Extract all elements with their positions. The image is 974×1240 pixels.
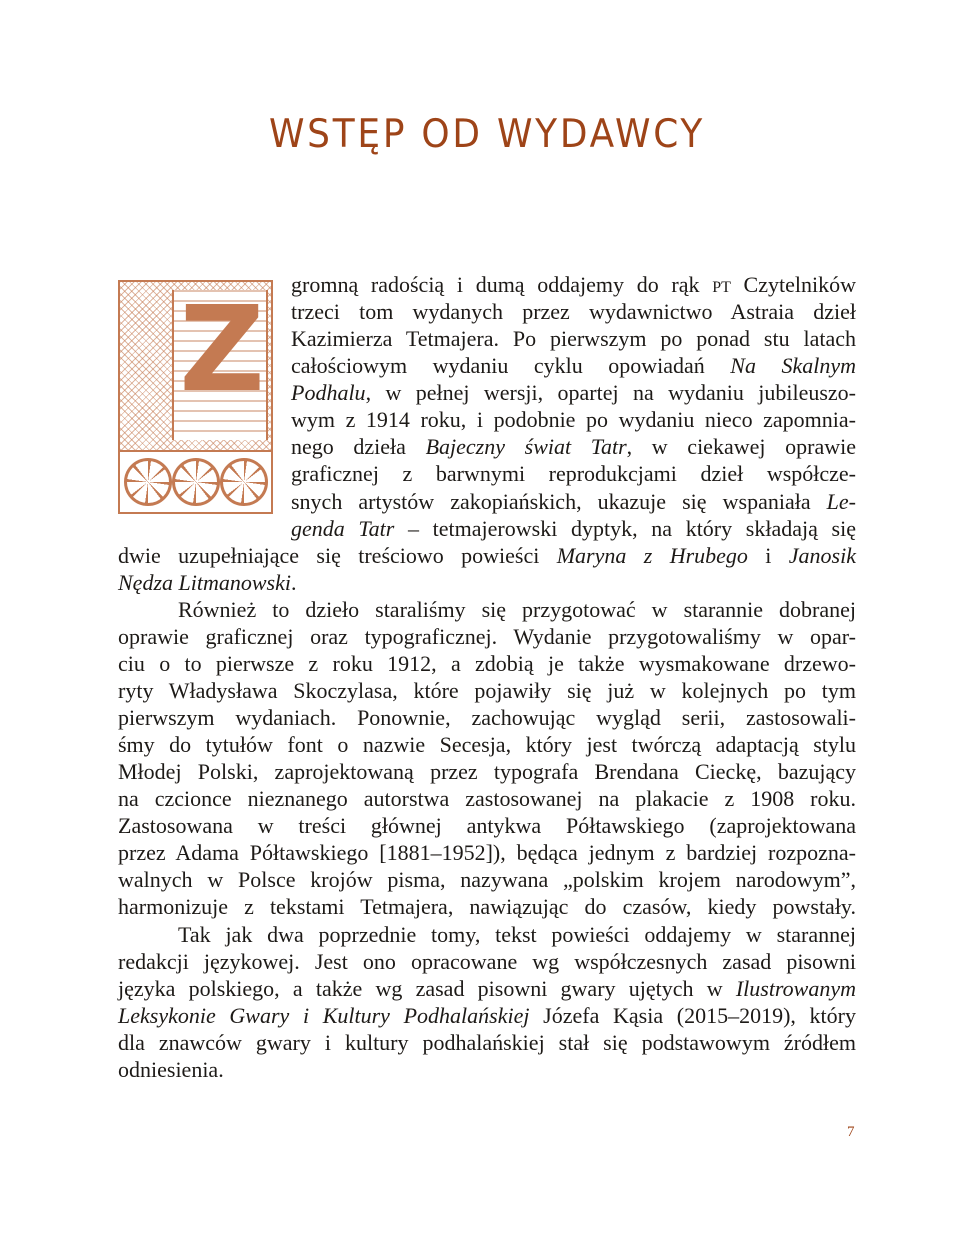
text-line xyxy=(118,785,856,812)
text-line xyxy=(291,488,856,515)
text-line xyxy=(291,325,856,352)
text-run: Młodej Polski, zaprojektowaną przez typografa Brendana Cieckę, bazujący xyxy=(118,759,856,785)
text-run: PT xyxy=(712,279,731,296)
italic-title-text: Le- xyxy=(826,488,856,514)
text-run: na czcionce nieznanego autorstwa zastosowanej na plakacie z 1908 roku. xyxy=(118,786,856,812)
text-run: odniesienia. xyxy=(118,1056,224,1082)
text-line xyxy=(118,921,856,948)
text-line xyxy=(291,406,856,433)
text-line xyxy=(118,948,856,975)
text-line xyxy=(118,866,856,893)
text-run: Również to dzieło staraliśmy się przygotować w starannie dobranej xyxy=(178,596,856,622)
page-title: WSTĘP OD WYDAWCY xyxy=(268,112,706,157)
text-line xyxy=(118,542,856,569)
text-run: przez Adama Półtawskiego [1881–1952]), będąca jednym z bardziej rozpozna- xyxy=(118,840,856,866)
text-run: języka polskiego, a także wg zasad pisowni gwary ujętych w xyxy=(118,975,736,1001)
text-run: śmy do tytułów font o nazwie Secesja, który jest twórczą adaptacją stylu xyxy=(118,732,856,758)
text-line xyxy=(118,812,856,839)
text-line xyxy=(118,893,856,920)
text-run: graficznej z barwnymi reprodukcjami dzieł współcze- xyxy=(291,461,856,487)
text-run: , w ciekawej oprawie xyxy=(626,434,856,460)
text-line xyxy=(118,975,856,1002)
text-run: nego dzieła xyxy=(291,434,426,460)
italic-title-text: genda Tatr xyxy=(291,515,395,541)
text-line xyxy=(291,460,856,487)
text-line xyxy=(118,650,856,677)
italic-title-text: Maryna z Hrubego xyxy=(556,542,748,568)
text-line xyxy=(291,379,856,406)
text-run: oprawie graficznej oraz typograficznej. Wydanie przygotowaliśmy w opar- xyxy=(118,623,856,649)
text-run: i xyxy=(747,542,789,568)
text-run: Kazimierza Tetmajera. Po pierwszym po ponad stu latach xyxy=(291,326,856,352)
text-run: całościowym wydaniu cyklu opowiadań xyxy=(291,353,731,379)
text-line xyxy=(118,1029,856,1056)
page-number: 7 xyxy=(847,1124,855,1140)
text-line xyxy=(118,1056,856,1083)
text-run: pierwszym wydaniach. Ponownie, zachowując wygląd serii, zastosowali- xyxy=(118,705,856,730)
italic-title-text: Leksykonie Gwary i Kultury Podhalańskiej xyxy=(118,1002,530,1028)
text-run: dwie uzupełniające się treściowo powieści xyxy=(118,542,557,568)
text-line xyxy=(291,515,856,542)
text-run: dla znawców gwary i kultury podhalańskiej stał się podstawowym źródłem xyxy=(118,1029,856,1055)
text-run: trzeci tom wydanych przez wydawnictwo Astraia dzieł xyxy=(291,299,856,325)
text-run: Zastosowana w treści głównej antykwa Półtawskiego (zaprojektowana xyxy=(118,813,856,839)
text-line xyxy=(118,1002,856,1029)
text-run: Czytelników xyxy=(730,272,856,297)
text-run: redakcji językowej. Jest ono opracowane wg współczesnych zasad pisowni xyxy=(118,948,856,974)
text-run: wym z 1914 roku, i podobnie po wydaniu nieco zapomnia- xyxy=(291,407,856,433)
text-line xyxy=(118,704,856,731)
text-line xyxy=(118,839,856,866)
text-line xyxy=(291,271,856,298)
text-line xyxy=(118,569,856,596)
text-run: snych artystów zakopiańskich, ukazuje się wspaniała xyxy=(291,488,827,514)
text-run: , w pełnej wersji, opartej na wydaniu jubileuszo- xyxy=(365,380,856,406)
italic-title-text: Janosik xyxy=(788,542,856,568)
text-run: ciu o to pierwsze z roku 1912, a zdobią je także wysmakowane drzewo- xyxy=(118,650,856,676)
drop-cap-letter: Z xyxy=(179,280,265,418)
text-run: ryty Władysława Skoczylasa, które pojawiły się już w kolejnych po tym xyxy=(118,677,856,703)
text-line xyxy=(118,758,856,785)
text-line xyxy=(118,677,856,704)
italic-title-text: Nędza Litmanowski xyxy=(118,569,291,595)
italic-title-text: Podhalu xyxy=(291,380,366,406)
text-line xyxy=(118,623,856,650)
text-line xyxy=(291,433,856,460)
text-run: harmonizuje z tekstami Tetmajera, nawiązując do czasów, kiedy powstały. xyxy=(118,894,856,920)
italic-title-text: Na Skalnym xyxy=(730,353,856,379)
text-line xyxy=(118,596,856,623)
text-run: Tak jak dwa poprzednie tomy, tekst powieści oddajemy w starannej xyxy=(178,921,856,947)
text-run: gromną radością i dumą oddajemy do rąk xyxy=(291,272,713,297)
text-run: walnych w Polsce krojów pisma, nazywana „polskim krojem narodowym”, xyxy=(118,867,856,893)
body-text xyxy=(118,271,856,1083)
text-run: – tetmajerowski dyptyk, na który składają się xyxy=(394,515,856,541)
text-line xyxy=(291,352,856,379)
text-line xyxy=(291,298,856,325)
text-run: . xyxy=(290,569,297,595)
text-run: Józefa Kąsia (2015–2019), który xyxy=(529,1002,856,1028)
italic-title-text: Bajeczny świat Tatr xyxy=(425,434,627,460)
italic-title-text: Ilustrowanym xyxy=(735,975,856,1001)
text-line xyxy=(118,731,856,758)
